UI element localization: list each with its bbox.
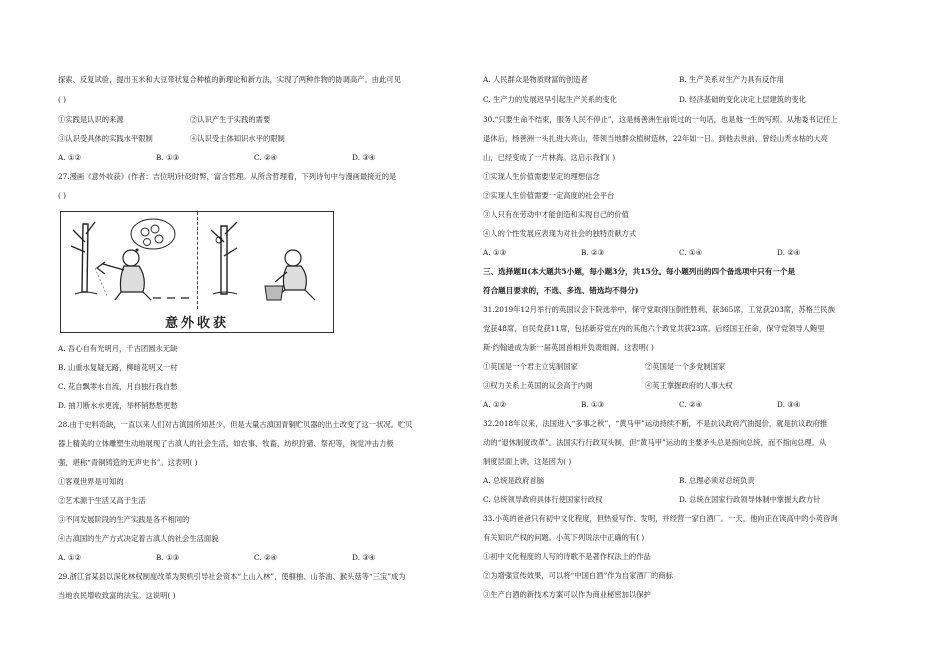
q29-choice-d[interactable]: D. 经济基础的变化决定上层建筑的变化 bbox=[679, 95, 806, 104]
q28-stem-line-3: 强，堪称“青铜铸造的无声史书”。这表明( ) bbox=[58, 458, 198, 467]
q31-choice-d[interactable]: D. ③④ bbox=[777, 400, 801, 409]
q28-stem-line-2: 器上精美的立体雕塑生动地展现了古滇人的社会生活，如农事、牧畜、纺织狩猎、祭祀等，视觉冲击力极 bbox=[58, 439, 394, 448]
q27-stem-line: 27.漫画《意外收获》(作者：吉位明)针砭时弊，富含哲理。从所含哲理看，下列诗句中与漫画最接近的是 bbox=[58, 172, 397, 181]
q31-stem-line-3: 斯·约翰逊成为新一届英国首相并负责组阁。这表明( ) bbox=[483, 343, 654, 352]
q27-choice-b[interactable]: B. 山重水复疑无路，柳暗花明又一村 bbox=[58, 363, 178, 372]
q33-stem-line-1: 33.小英的爸爸只有初中文化程度，但热爱写作、发明，并经营一家白酒厂。一天，他向正在读高中的小英咨询 bbox=[483, 514, 838, 523]
q27-answer-blank: ( ) bbox=[58, 191, 67, 200]
q28-choice-d[interactable]: D. ③④ bbox=[352, 553, 376, 562]
q30-statement-2: ②实现人生价值需要一定高度的社会平台 bbox=[483, 191, 615, 200]
q30-choice-d[interactable]: D. ②④ bbox=[777, 248, 801, 257]
q31-choice-b[interactable]: B. ①③ bbox=[581, 400, 605, 409]
q29-choice-b[interactable]: B. 生产关系对生产力具有反作用 bbox=[679, 75, 784, 84]
q30-stem-line-2: 退休后，杨善洲一头扎进大亮山，带领当地群众植树造林，22年如一日。到他去世前，曾经山秃水枯的大亮 bbox=[483, 134, 828, 143]
q29-choice-a[interactable]: A. 人民群众是物质财富的创造者 bbox=[483, 75, 588, 84]
q32-choice-c[interactable]: C. 总统领导政府具体行使国家行政权 bbox=[483, 495, 603, 504]
q26-statement-4: ④认识受主体知识水平的限制 bbox=[190, 134, 285, 143]
q27-choice-d[interactable]: D. 抽刀断水水更流，举杯销愁愁更愁 bbox=[58, 401, 178, 410]
q33-statement-2: ②为增强宣传效果，可以将“中国白酒”作为自家酒厂的商标 bbox=[483, 571, 673, 580]
q33-statement-1: ①初中文化程度的人写的诗歌不是著作权法上的作品 bbox=[483, 552, 651, 561]
section-3-heading: 三、选择题Ⅱ(本大题共5小题，每小题3分，共15分。每小题列出的四个备选项中只有一个是 bbox=[483, 267, 796, 276]
q26-statement-3: ③认识受具体的实践水平限制 bbox=[58, 134, 153, 143]
q31-choice-c[interactable]: C. ②④ bbox=[679, 400, 703, 409]
q29-stem-line-2: 当地农民增收致富的法宝。这说明( ) bbox=[58, 591, 176, 600]
q32-choice-b[interactable]: B. 总理必须对总统负责 bbox=[679, 476, 755, 485]
cartoon-drawing bbox=[61, 212, 333, 310]
q33-statement-3: ③生产白酒的新技术方案可以作为商业秘密加以保护 bbox=[483, 590, 651, 599]
q32-choice-a[interactable]: A. 总统是政府首脑 bbox=[483, 476, 544, 485]
q31-choice-a[interactable]: A. ①② bbox=[483, 400, 506, 409]
q30-statement-3: ③人只有在劳动中才能创造和实现自己的价值 bbox=[483, 210, 629, 219]
section-3-heading-cont: 符合题目要求的，不选、多选、错选均不得分) bbox=[483, 286, 639, 295]
q32-stem-line-1: 32.2018年以来，法国进入“多事之秋”，“黄马甲”运动持续不断，不是抗议政府汽油提价，就是抗议政府推 bbox=[483, 419, 828, 428]
q32-stem-line-3: 制度层面上讲，这是因为( ) bbox=[483, 457, 572, 466]
q28-choice-b[interactable]: B. ①③ bbox=[156, 553, 180, 562]
q29-choice-c[interactable]: C. 生产力的发展迟早引起生产关系的变化 bbox=[483, 95, 618, 104]
q30-choice-b[interactable]: B. ②③ bbox=[581, 248, 605, 257]
q26-choice-c[interactable]: C. ②④ bbox=[254, 153, 278, 162]
q32-choice-d[interactable]: D. 总统在国家行政领导体制中掌握大政方针 bbox=[679, 495, 821, 504]
q30-choice-a[interactable]: A. ①③ bbox=[483, 248, 506, 257]
q26-answer-blank: ( ) bbox=[58, 95, 67, 104]
q30-statement-1: ①实现人生价值需要坚定的理想信念 bbox=[483, 172, 600, 181]
q31-statement-2: ②英国是一个多党制国家 bbox=[645, 362, 726, 371]
q28-statement-3: ③不同发展阶段的生产实践是各不相同的 bbox=[58, 515, 190, 524]
q31-stem-line-2: 党获48席，自民党获11席，包括新芬党在内的其他六个政党共获23席。后经国王任命，保守党领导人鲍里 bbox=[483, 324, 825, 333]
q26-stem-line: 探索、反复试验，提出玉米和大豆带状复合种植的新理论和新方法，实现了两种作物的协调高产。由此可见 bbox=[58, 75, 401, 84]
q27-choice-c[interactable]: C. 花自飘零水自流，月自独行我自愁 bbox=[58, 382, 178, 391]
q32-stem-line-2: 动的“退休制度改革”。法国实行行政双头制，但“黄马甲”运动的主要矛头总是指向总统，而不指向总理。从 bbox=[483, 438, 827, 447]
q29-stem-line-1: 29.浙江省某县以深化林权制度改革为契机引导社会资本“上山入林”，使榧柚、山茶油、猴头菇等“三宝”成为 bbox=[58, 572, 406, 581]
q31-statement-4: ④英王掌握政府的人事大权 bbox=[645, 381, 733, 390]
cartoon-caption: 意外收获 bbox=[164, 316, 229, 331]
q31-statement-1: ①英国是一个君主立宪制国家 bbox=[483, 362, 578, 371]
q26-choice-d[interactable]: D. ③④ bbox=[352, 153, 376, 162]
q26-choice-a[interactable]: A. ①② bbox=[58, 153, 81, 162]
q33-stem-line-2: 有关知识产权的问题。小英下列说法中正确的有( ) bbox=[483, 533, 645, 542]
q28-choice-c[interactable]: C. ②④ bbox=[254, 553, 278, 562]
q30-statement-4: ④人的个性发展应表现为对社会的独特贡献方式 bbox=[483, 229, 637, 238]
q28-choice-a[interactable]: A. ①② bbox=[58, 553, 81, 562]
q27-choice-a[interactable]: A. 吾心自有光明月，千古团圆永无缺 bbox=[58, 344, 178, 353]
q30-choice-c[interactable]: C. ①④ bbox=[679, 248, 703, 257]
q28-statement-2: ②艺术源于生活又高于生活 bbox=[58, 496, 146, 505]
q28-statement-4: ④古滇国的生产方式决定着古滇人的社会生活面貌 bbox=[58, 534, 219, 543]
q26-choice-b[interactable]: B. ①③ bbox=[156, 153, 180, 162]
cartoon-figure bbox=[60, 211, 334, 333]
q30-stem-line-1: 30.“只要生命不结束，服务人民不停止”，这是杨善洲生前说过的一句话，也是他一生的写照。从地委书记任上 bbox=[483, 115, 838, 124]
q30-stem-line-3: 山，已经变成了一片林海。这启示我们( ) bbox=[483, 153, 616, 162]
q28-stem-line-1: 28.由于史料奇缺，一直以来人们对古滇国所知甚少，但是大量古滇国青铜贮贝器的出土改变了这一状况。贮贝 bbox=[58, 420, 413, 429]
q28-statement-1: ①客观世界是可知的 bbox=[58, 477, 124, 486]
q26-statement-1: ①实践是认识的来源 bbox=[58, 115, 124, 124]
q31-stem-line-1: 31.2019年12月举行的英国议会下院选举中，保守党取得压倒性胜利，获365席，工党获203席，苏格兰民族 bbox=[483, 305, 835, 314]
q26-statement-2: ②认识产生于实践的需要 bbox=[190, 115, 271, 124]
q31-statement-3: ③权力关系上英国的议会高于内阁 bbox=[483, 381, 593, 390]
